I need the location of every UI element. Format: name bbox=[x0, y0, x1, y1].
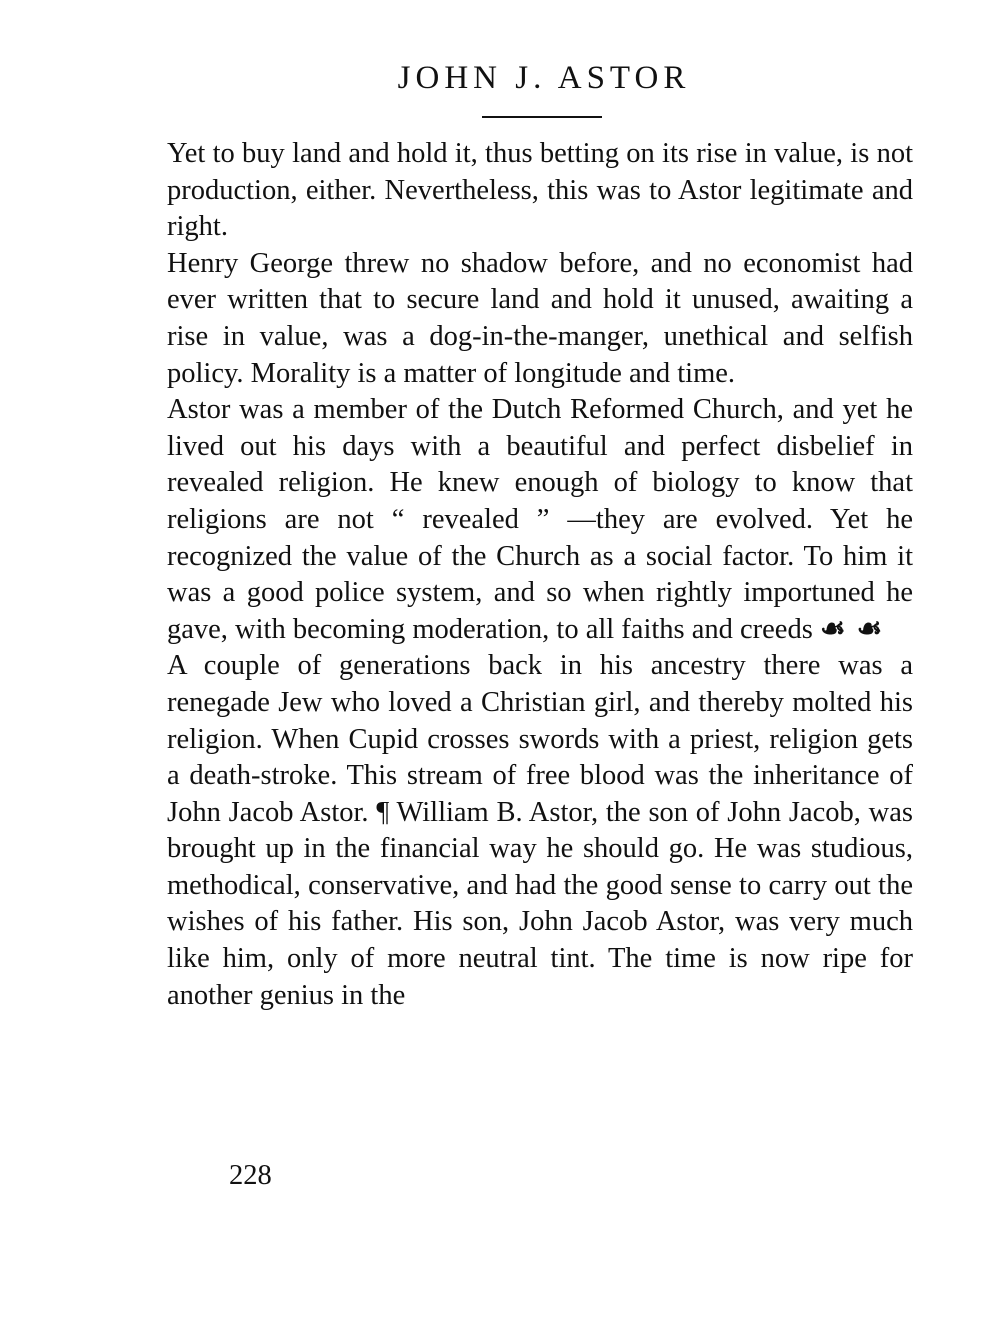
page-number: 228 bbox=[229, 1160, 272, 1191]
paragraph-ancestry: A couple of generations back in his ancestry there was a renegade Jew who loved a Christian girl, and thereby molted his religion. When Cupid crosses swords with a priest, religion gets a death-stroke. This stream of free blood was the inheritance of John Jacob Astor. ¶ William B. Astor, the son of John Jacob, was brought up in the financial way he should go. He was studious, methodical, conservative, and had the good sense to carry out the wishes of his father. His son, John Jacob Astor, was very much like him, only of more neutral tint. The time is now ripe for another genius in the bbox=[167, 650, 913, 1011]
paragraph-land: Yet to buy land and hold it, thus betting on its rise in value, is not production, either. Nevertheless, this was to Astor legitimate and right. bbox=[167, 138, 913, 243]
head-rule bbox=[482, 116, 602, 118]
paragraph-henry-george: Henry George threw no shadow before, and no economist had ever written that to secure land and hold it unused, awaiting a rise in value, was a dog-in-the-manger, unethical and selfish policy. Morality is a matter of longitude and time. bbox=[167, 247, 913, 389]
paragraph-church-text: Astor was a member of the Dutch Reformed Church, and yet he lived out his days with a beautiful and perfect disbelief in revealed religion. He knew enough of biology to know that religions are not “ revealed ” —they are evolved. Yet he recognized the value of the Church as a social factor. To him it was a good police system, and so when rightly importuned he gave, with becoming moderation, to all faiths and creeds bbox=[167, 394, 913, 645]
body-text bbox=[167, 136, 913, 1014]
running-head: JOHN J. ASTOR bbox=[397, 60, 691, 96]
ornament-icon: ☙ ☙ bbox=[819, 613, 885, 645]
paragraph-church bbox=[167, 392, 913, 648]
